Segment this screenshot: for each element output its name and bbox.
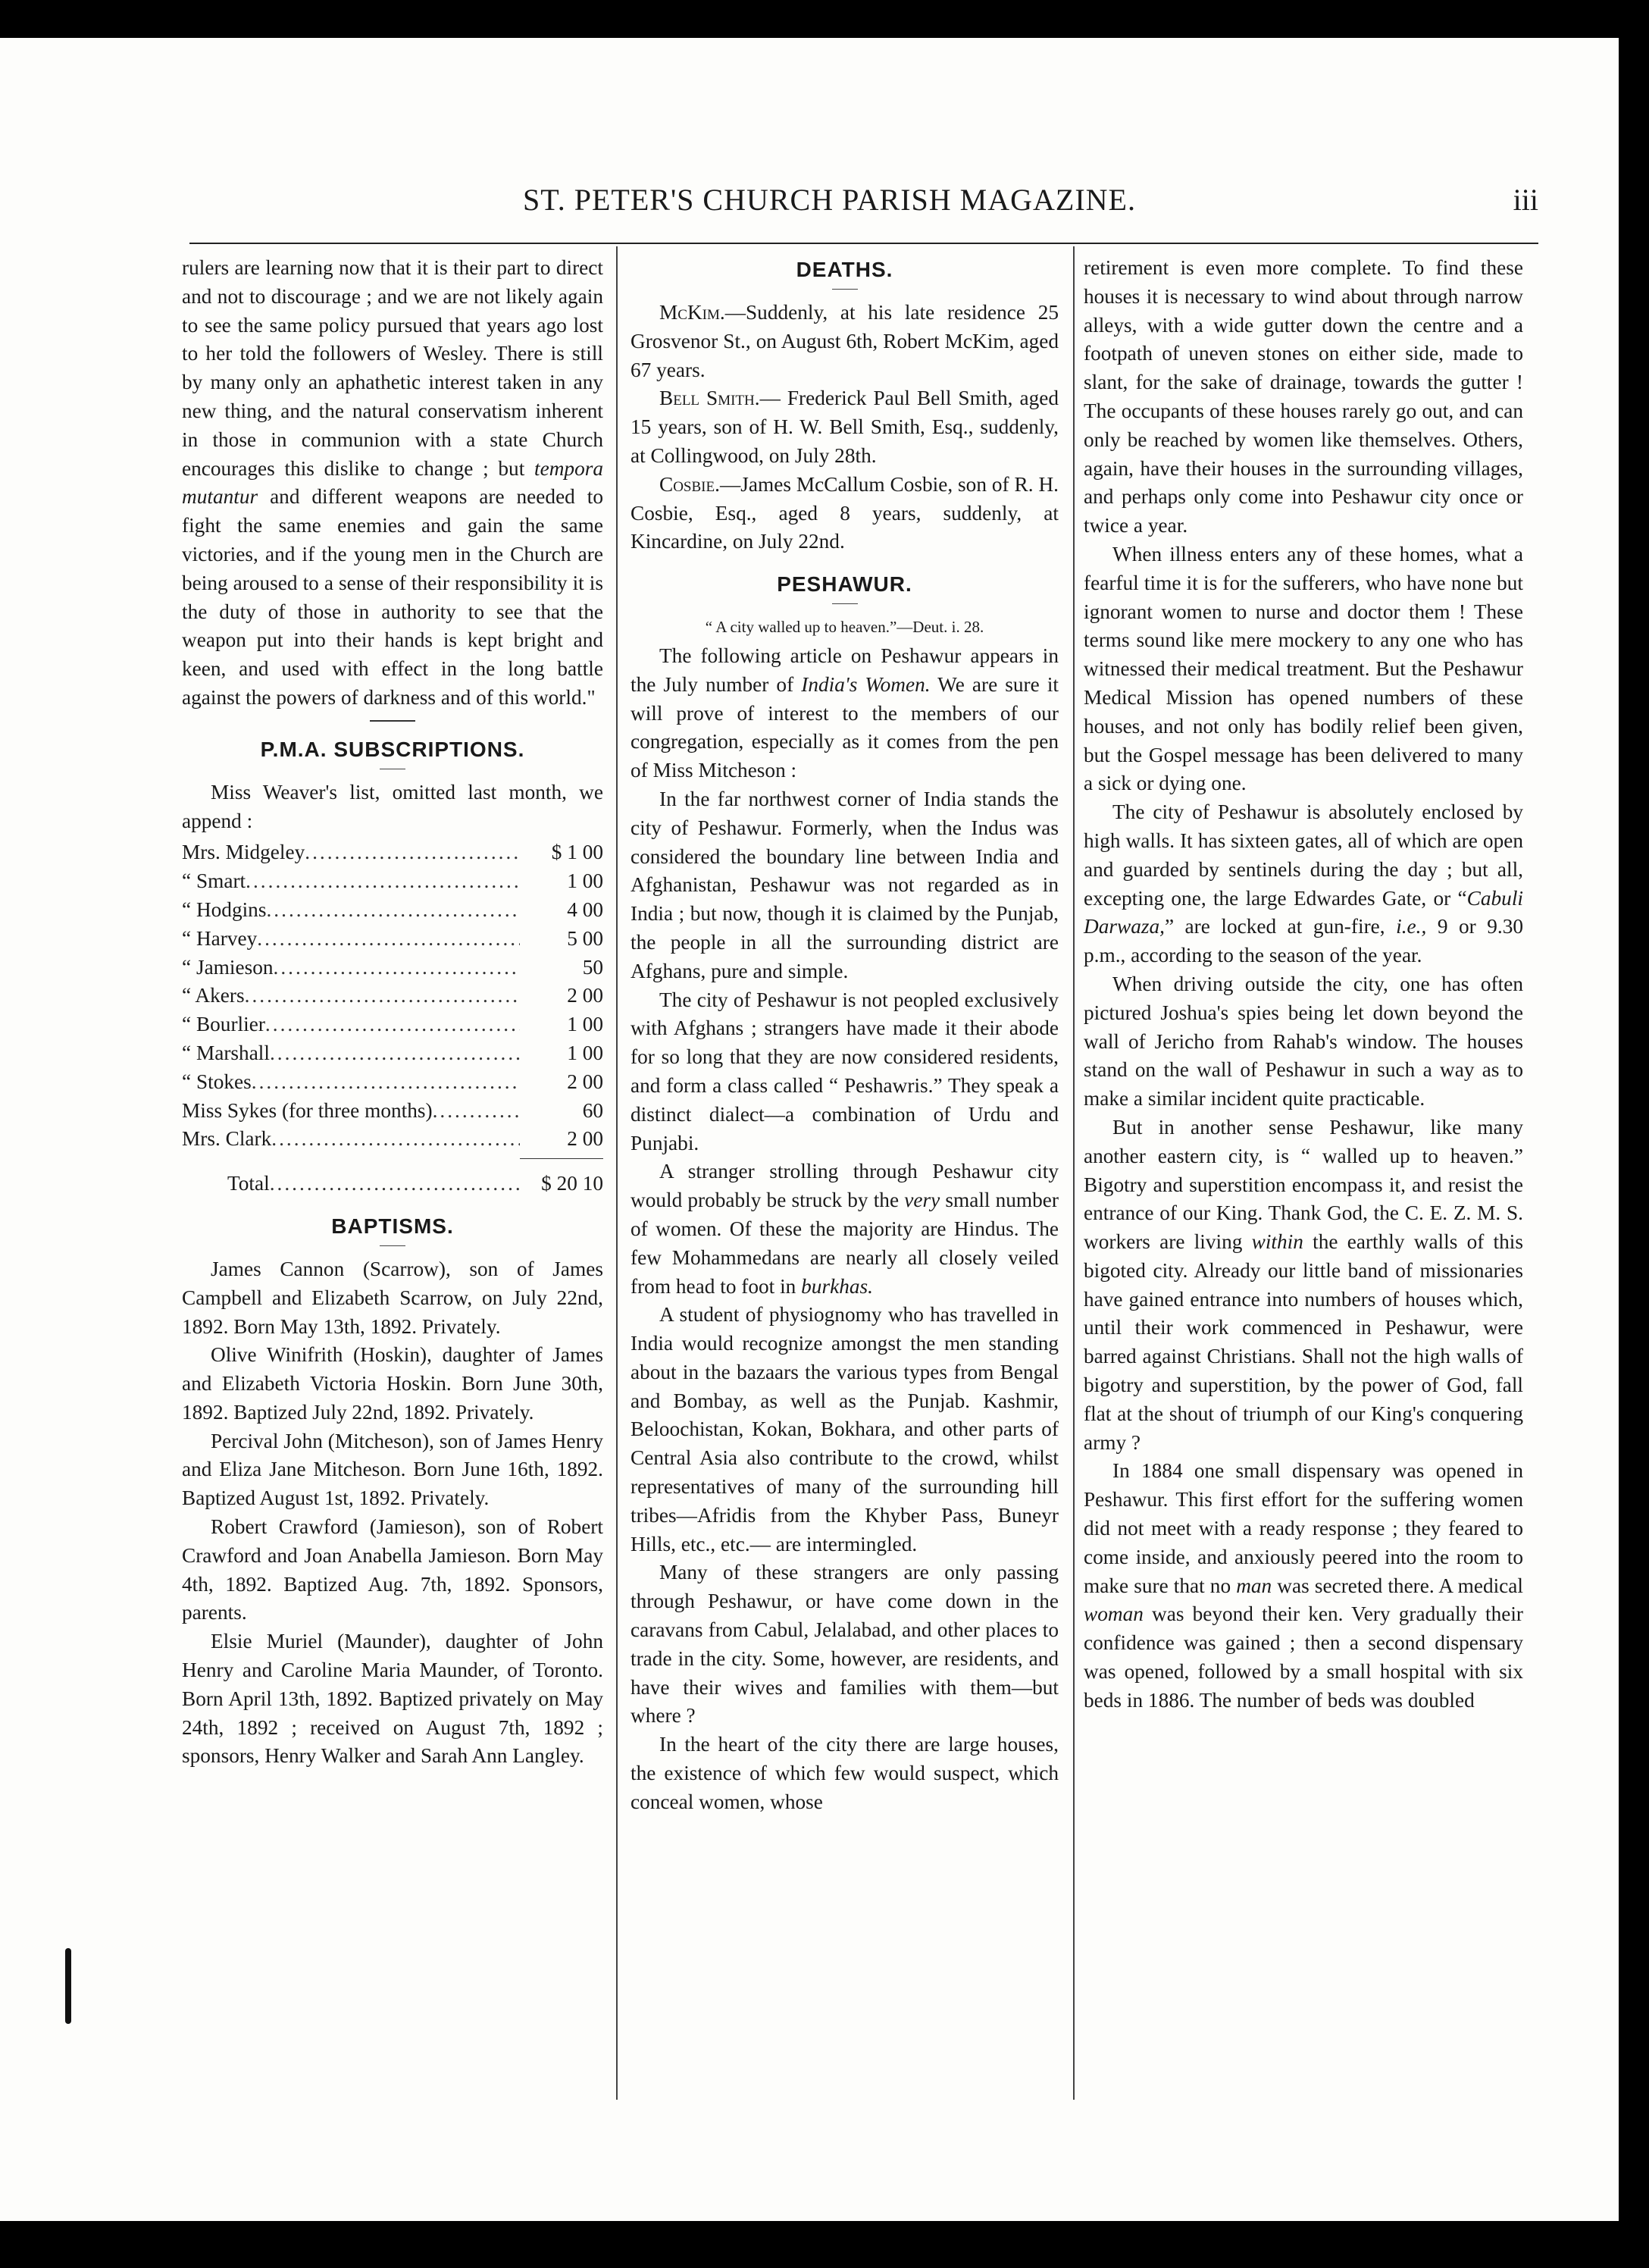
subscriber-name: Mrs. Clark <box>182 1127 272 1151</box>
heading-dash <box>832 289 858 290</box>
subscription-amount: 1 00 <box>567 1041 603 1064</box>
subscription-row <box>182 1097 603 1126</box>
death-entry <box>630 299 1059 384</box>
deaths-heading: DEATHS. <box>796 258 893 281</box>
magazine-title: ST. PETER'S CHURCH PARISH MAGAZINE. <box>523 183 1136 217</box>
subscription-amount: 4 00 <box>567 897 603 921</box>
column-1 <box>182 254 603 1771</box>
paragraph: The city of Peshawur is absolutely enclosed by high walls. It has sixteen gates, all of which are open and guarded by sentinels during the day ; but all, excepting one, the large Edwardes Gate, or “Cabuli Darwaza,” are locked at gun-fire, i.e., 9 or 9.30 p.m., according to the season of the year. <box>1084 800 1524 967</box>
baptism-entry: Percival John (Mitcheson), son of James Henry and Eliza Jane Mitcheson. Born June 16th, 1892. Baptized August 1st, 1892. Privately. <box>182 1429 603 1510</box>
subscription-amount: 2 00 <box>567 1070 603 1093</box>
subscriber-name: “ Harvey <box>182 926 258 950</box>
subscriber-name: Miss Sykes (for three months) <box>182 1098 433 1122</box>
subscription-row <box>182 954 603 982</box>
subscriber-name: “ Akers <box>182 984 245 1007</box>
header-rule <box>189 243 1538 244</box>
margin-mark <box>65 1948 71 2024</box>
magazine-page <box>0 38 1619 2221</box>
deceased-name: Cosbie. <box>659 472 720 496</box>
subscription-amount: $ 1 00 <box>551 841 603 864</box>
peshawur-heading: PESHAWUR. <box>777 572 912 597</box>
subscriber-name: Mrs. Midgeley <box>182 841 305 864</box>
subscription-row <box>182 1010 603 1039</box>
death-text: —James McCallum Cosbie, son of R. H. Cosbie, Esq., aged 8 years, suddenly, at Kincardine, on July 22nd. <box>630 472 1059 553</box>
total-rule <box>520 1158 603 1159</box>
leader-dots <box>265 1010 520 1039</box>
death-entry <box>630 471 1059 556</box>
subscription-amount: 2 00 <box>567 1127 603 1151</box>
baptisms-heading: BAPTISMS. <box>331 1214 454 1238</box>
column-3 <box>1084 254 1523 1715</box>
subscriber-name: “ Bourlier <box>182 1013 265 1036</box>
column-2 <box>630 254 1059 1817</box>
subscription-row <box>182 982 603 1010</box>
paragraph: In the far northwest corner of India stands the city of Peshawur. Formerly, when the Indus was considered the boundary line between India and Afghanistan, Peshawur was not regarded as in India ; but now, though it is claimed by the Punjab, the people in all the surrounding district are Afghans, pure and simple. <box>630 787 1059 982</box>
subscriber-name: “ Stokes <box>182 1070 252 1093</box>
death-list <box>630 299 1059 556</box>
heading-dash <box>380 1245 405 1246</box>
subscription-amount: 2 00 <box>567 984 603 1007</box>
paragraph: A stranger strolling through Peshawur city would probably be struck by the very small number of women. Of these the majority are Hindus. The few Mohammedans are nearly all closely veiled from head to foot in burkhas. <box>630 1160 1059 1298</box>
intro-paragraph: rulers are learning now that it is their part to direct and not to discourage ; and we are not likely again to see the same policy pursued that years ago lost to her told the followers of Wesley. There is still by many only an aphathetic interest taken in any new thing, and the natural conservatism inherent in those in communion with a state Church encourages this dislike to change ; but tempora mutantur and different weapons are needed to fight the same enemies and gain the same victories, and if the young men in the Church are being aroused to a sense of their responsibility it is the duty of those in authority to see that the weapon put into their hands is kept bright and keen, and used with effect in the long battle against the powers of darkness and of this world." <box>182 256 604 709</box>
paragraph: In 1884 one small dispensary was opened in Peshawur. This first effort for the suffering women did not meet with a ready response ; they feared to come inside, and anxiously peered into the room to make sure that no man was secreted there. A medical woman was beyond their ken. Very gradually their confidence was gained ; then a second dispensary was opened, followed by a small hospital with six beds in 1886. The number of beds was doubled <box>1084 1459 1524 1712</box>
epigraph: “ A city walled up to heaven.”—Deut. i. 28. <box>705 618 984 637</box>
subscription-row <box>182 867 603 896</box>
death-text: —Suddenly, at his late residence 25 Grosvenor St., on August 6th, Robert McKim, aged 67 years. <box>630 301 1059 381</box>
leader-dots <box>274 954 520 982</box>
leader-dots <box>245 982 520 1010</box>
leader-dots <box>305 838 520 867</box>
leader-dots <box>246 867 520 896</box>
leader-dots <box>271 1125 520 1154</box>
baptism-entry: Elsie Muriel (Maunder), daughter of John Henry and Caroline Maria Maunder, of Toronto. Born April 13th, 1892. Baptized privately on May 24th, 1892 ; received on August 7th, 1892 ; sponsors, Henry Walker and Sarah Ann Langley. <box>182 1630 603 1768</box>
pma-heading: P.M.A. SUBSCRIPTIONS. <box>260 737 525 761</box>
paragraph: The following article on Peshawur appears in the July number of India's Women. We are sure it will prove of interest to the members of our congregation, especially as it comes from the pen of Miss Mitcheson : <box>630 644 1059 782</box>
baptism-entry: Olive Winifrith (Hoskin), daughter of James and Elizabeth Victoria Hoskin. Born June 30th, 1892. Baptized July 22nd, 1892. Privately. <box>182 1343 603 1424</box>
paragraph: When driving outside the city, one has often pictured Joshua's spies being let down beyond the wall of Jericho from Rahab's window. The houses stand on the wall of Peshawur in such a way as to make a similar incident quite practicable. <box>1084 972 1523 1111</box>
baptism-list <box>182 1255 603 1771</box>
death-text: — Frederick Paul Bell Smith, aged 15 years, son of H. W. Bell Smith, Esq., suddenly, at Collingwood, on July 28th. <box>630 387 1059 467</box>
paragraph: When illness enters any of these homes, what a fearful time it is for the sufferers, who have none but ignorant women to nurse and doctor them ! These terms sound like mere mockery to any one who has witnessed their medical treatment. But the Peshawur Medical Mission has opened numbers of these houses, and not only has bodily relief been given, but the Gospel message has been delivered to many a sick or dying one. <box>1084 542 1523 795</box>
paragraph: A student of physiognomy who has travelled in India would recognize amongst the men standing about in the bazaars the various types from Bengal and Bombay, as well as the Punjab. Kashmir, Beloochistan, Kokan, Bokhara, and other parts of Central Asia also contribute to the crowd, whilst representatives of many of the surrounding hill tribes—Afridis from the Khyber Pass, Buneyr Hills, etc., etc.— are intermingled. <box>630 1303 1059 1555</box>
subscription-total-row <box>182 1170 603 1198</box>
heading-dash <box>832 603 858 604</box>
leader-dots <box>433 1097 520 1126</box>
paragraph: In the heart of the city there are large houses, the existence of which few would suspect, which conceal women, whose <box>630 1733 1059 1813</box>
subscription-row <box>182 1039 603 1068</box>
subscriber-name: “ Marshall <box>182 1041 270 1064</box>
deceased-name: Bell Smith. <box>659 387 760 410</box>
paragraph: But in another sense Peshawur, like many another eastern city, is “ walled up to heaven.” Bigotry and superstition encompass it, and resist the entrance of our King. Thank God, the C. E. Z. M. S. workers are living within the earthly walls of this bigoted city. Already our little band of missionaries have gained entrance into numbers of houses which, until their work commenced in Peshawur, were barred against Christians. Shall not the high walls of bigotry and superstition, by the power of God, fall flat at the shout of triumph of our King's conquering army ? <box>1084 1115 1523 1454</box>
subscription-row <box>182 925 603 954</box>
page-header <box>189 182 1538 227</box>
subscription-amount: 1 00 <box>567 869 603 893</box>
total-label: Total <box>227 1172 270 1195</box>
paragraph: Many of these strangers are only passing through Peshawur, or have come down in the caravans from Cabul, Jelalabad, and other places to trade in the city. Some, however, are residents, and have their wives and families with them—but where ? <box>630 1561 1059 1728</box>
subscription-row <box>182 896 603 925</box>
subscriber-name: “ Hodgins <box>182 897 267 921</box>
baptism-entry: Robert Crawford (Jamieson), son of Robert Crawford and Joan Anabella Jamieson. Born May 4th, 1892. Baptized Aug. 7th, 1892. Sponsors, parents. <box>182 1515 603 1624</box>
subscription-list <box>182 838 603 1198</box>
subscription-row <box>182 838 603 867</box>
leader-dots <box>270 1170 520 1198</box>
subscription-row <box>182 1125 603 1154</box>
death-entry <box>630 384 1059 470</box>
baptism-entry: James Cannon (Scarrow), son of James Campbell and Elizabeth Scarrow, on July 22nd, 1892. Born May 13th, 1892. Privately. <box>182 1257 603 1338</box>
subscription-row <box>182 1068 603 1097</box>
subscription-amount: 1 00 <box>567 1013 603 1036</box>
column-rule-1 <box>616 246 618 2100</box>
paragraph: The city of Peshawur is not peopled exclusively with Afghans ; strangers have made it their abode for so long that they are now considered residents, and form a class called “ Peshawris.” They speak a distinct dialect—a combination of Urdu and Punjabi. <box>630 988 1059 1154</box>
deceased-name: McKim. <box>659 301 725 324</box>
subscription-amount: 5 00 <box>567 926 603 950</box>
subscription-amount: 50 <box>582 955 603 979</box>
subscriber-name: “ Smart <box>182 869 246 893</box>
page-number: iii <box>1513 183 1538 217</box>
column-rule-2 <box>1073 246 1075 2100</box>
leader-dots <box>270 1039 520 1068</box>
total-amount: $ 20 10 <box>541 1172 603 1195</box>
paragraph: retirement is even more complete. To find these houses it is necessary to wind about through narrow alleys, with a wide gutter down the centre and a footpath of uneven stones on either side, made to slant, for the sake of drainage, towards the gutter ! The occupants of these houses rarely go out, and can only be reached by women like themselves. Others, again, have their houses in the surrounding villages, and perhaps only come into Peshawur city once or twice a year. <box>1084 256 1523 537</box>
leader-dots <box>252 1068 520 1097</box>
section-rule <box>370 720 415 722</box>
leader-dots <box>266 896 520 925</box>
subscription-amount: 60 <box>582 1098 603 1122</box>
subscriber-name: “ Jamieson <box>182 955 274 979</box>
pma-intro: Miss Weaver's list, omitted last month, we append : <box>182 780 603 832</box>
leader-dots <box>257 925 520 954</box>
